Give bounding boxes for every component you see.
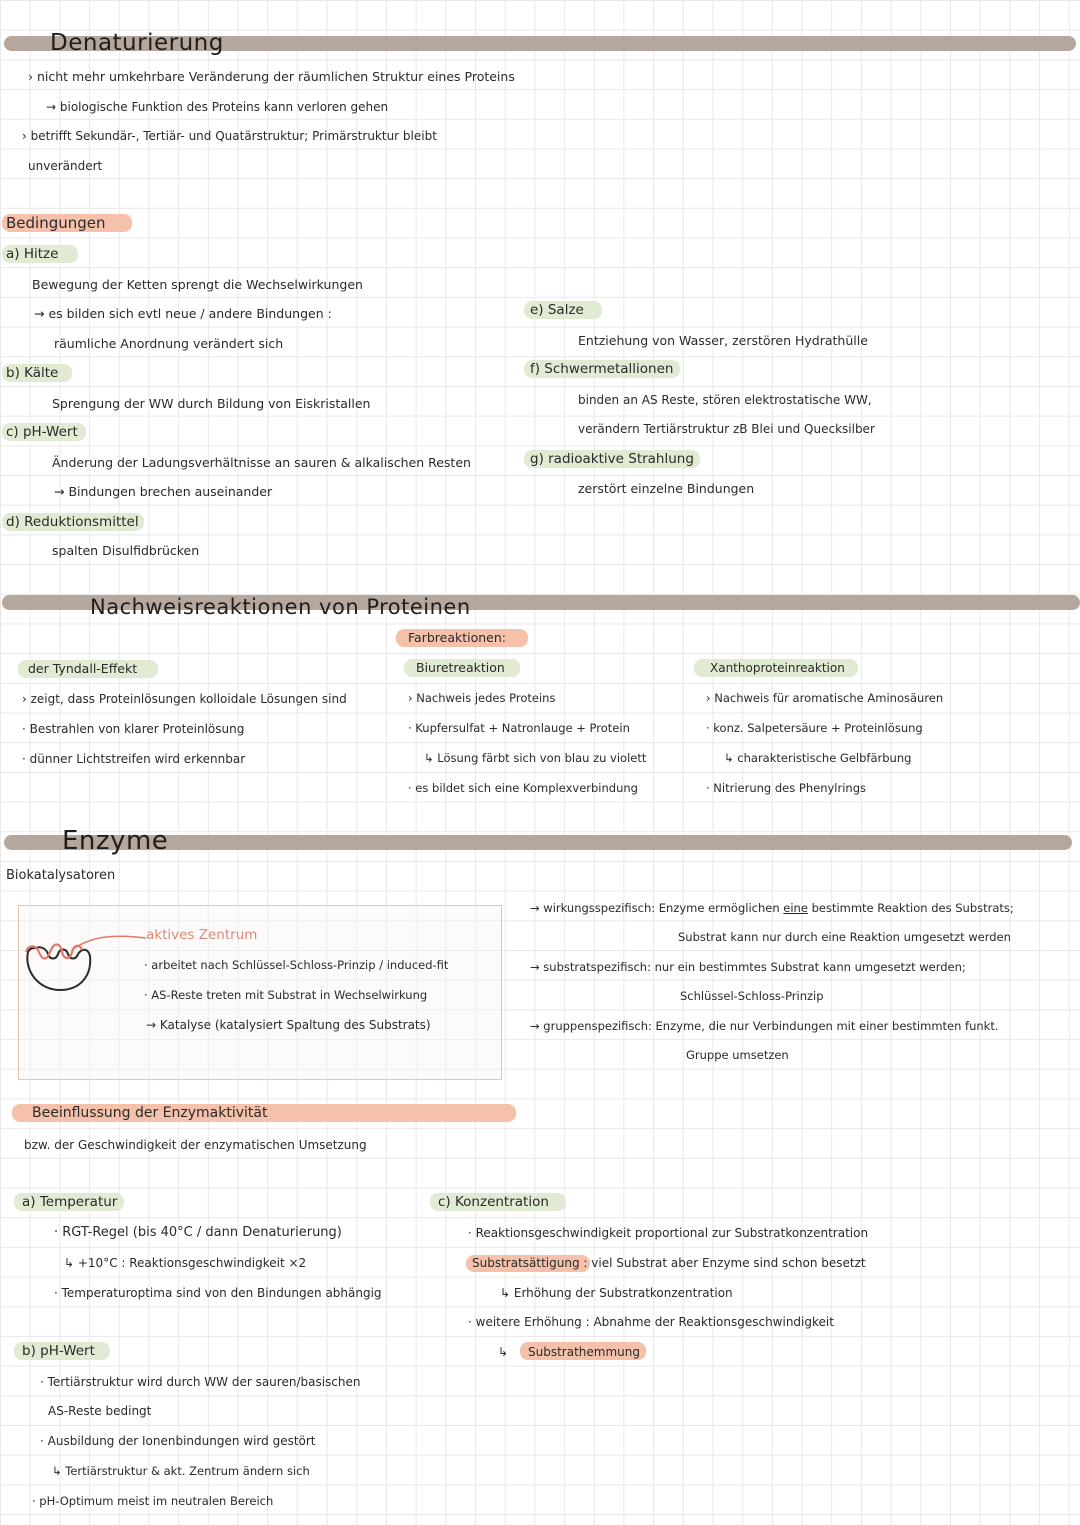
temperatur-line-1: · RGT-Regel (bis 40°C / dann Denaturierung) [54, 1225, 342, 1240]
denat-line-2: → biologische Funktion des Proteins kann verloren gehen [46, 100, 389, 114]
temperatur-label: a) Temperatur [22, 1194, 118, 1210]
substratsaettigung-term: Substratsättigung [472, 1256, 580, 1270]
salze-line-1: Entziehung von Wasser, zerstören Hydrathülle [578, 333, 868, 348]
farbreaktionen-label: Farbreaktionen: [408, 630, 506, 645]
kaelte-line-1: Sprengung der WW durch Bildung von Eiskristallen [52, 396, 371, 411]
xantho-line-1: › Nachweis für aromatische Aminosäuren [706, 691, 944, 705]
denat-line-1: › nicht mehr umkehrbare Veränderung der räumlichen Struktur eines Proteins [28, 69, 515, 84]
box-line-1: · arbeitet nach Schlüssel-Schloss-Prinzip / induced-fit [144, 958, 449, 972]
spezifitaet-2-cont: Schlüssel-Schloss-Prinzip [680, 989, 824, 1003]
wirkungsspezifisch-text-b: bestimmte Reaktion des Substrats; [807, 901, 1014, 915]
biuret-line-1: › Nachweis jedes Proteins [408, 691, 556, 705]
biuret-line-2: · Kupfersulfat + Natronlauge + Protein [408, 721, 630, 735]
ph-label: c) pH-Wert [6, 424, 78, 440]
beeinflussung-sub: bzw. der Geschwindigkeit der enzymatischen Umsetzung [24, 1138, 367, 1152]
hitze-line-2: → es bilden sich evtl neue / andere Bindungen : [34, 306, 332, 321]
substratsaettigung-text: : viel Substrat aber Enzyme sind schon besetzt [583, 1256, 866, 1270]
konzentration-label: c) Konzentration [438, 1194, 549, 1210]
hitze-label: a) Hitze [6, 246, 59, 262]
section-title-nachweis: Nachweisreaktionen von Proteinen [90, 595, 471, 619]
schwermetall-line-2: verändern Tertiärstruktur zB Blei und Quecksilber [578, 422, 875, 436]
xantho-line-4: · Nitrierung des Phenylrings [706, 781, 866, 795]
ph-wert-line-5: · pH-Optimum meist im neutralen Bereich [32, 1494, 274, 1508]
kaelte-label: b) Kälte [6, 365, 59, 381]
enzyme-sketch-icon [20, 926, 150, 996]
biuret-line-4: · es bildet sich eine Komplexverbindung [408, 781, 638, 795]
aktives-zentrum-label: aktives Zentrum [146, 927, 258, 943]
hitze-line-1: Bewegung der Ketten sprengt die Wechselwirkungen [32, 277, 363, 292]
temperatur-line-3: · Temperaturoptima sind von den Bindungen abhängig [54, 1286, 382, 1300]
spezifitaet-3-cont: Gruppe umsetzen [686, 1048, 789, 1062]
section-title-denaturierung: Denaturierung [50, 30, 224, 56]
substrathemmung-arrow: ↳ [498, 1345, 509, 1359]
radioaktiv-line-1: zerstört einzelne Bindungen [578, 481, 755, 496]
ph-wert-label: b) pH-Wert [22, 1343, 95, 1359]
spezifitaet-1-cont: Substrat kann nur durch eine Reaktion umgesetzt werden [678, 930, 1011, 944]
substrathemmung-label: Substrathemmung [528, 1345, 640, 1359]
wirkungsspezifisch-term: → wirkungsspezifisch [530, 901, 652, 915]
substratspezifisch-term: → substratspezifisch [530, 960, 648, 974]
bedingungen-heading: Bedingungen [6, 214, 106, 232]
tyndall-label: der Tyndall-Effekt [28, 661, 138, 676]
wirkungsspezifisch-text-a: : Enzyme ermöglichen [651, 901, 784, 915]
konzentration-line-2 [472, 1255, 866, 1271]
konzentration-line-3: ↳ Erhöhung der Substratkonzentration [500, 1286, 733, 1300]
konzentration-line-4: · weitere Erhöhung : Abnahme der Reaktionsgeschwindigkeit [468, 1315, 834, 1329]
beeinflussung-heading: Beeinflussung der Enzymaktivität [32, 1105, 268, 1121]
spezifitaet-1 [530, 900, 1014, 916]
reduktion-label: d) Reduktionsmittel [6, 514, 139, 530]
ph-wert-line-4: ↳ Tertiärstruktur & akt. Zentrum ändern sich [52, 1464, 310, 1478]
gruppenspezifisch-term: → gruppenspezifisch [530, 1019, 649, 1033]
xantho-line-3: ↳ charakteristische Gelbfärbung [724, 751, 912, 765]
reduktion-line-1: spalten Disulfidbrücken [52, 543, 200, 558]
biuret-label: Biuretreaktion [416, 660, 505, 675]
konzentration-line-1: · Reaktionsgeschwindigkeit proportional zur Substratkonzentration [468, 1226, 869, 1240]
xantho-label: Xanthoproteinreaktion [710, 661, 845, 675]
schwermetall-label: f) Schwermetallionen [530, 361, 674, 377]
hitze-line-3: räumliche Anordnung verändert sich [54, 336, 284, 351]
denat-line-3: › betrifft Sekundär-, Tertiär- und Quatärstruktur; Primärstruktur bleibt [22, 129, 437, 143]
ph-wert-line-2: AS-Reste bedingt [48, 1404, 152, 1418]
temperatur-line-2: ↳ +10°C : Reaktionsgeschwindigkeit ×2 [64, 1256, 307, 1270]
enzyme-subtitle: Biokatalysatoren [6, 868, 116, 883]
tyndall-line-1: › zeigt, dass Proteinlösungen kolloidale Lösungen sind [22, 692, 347, 706]
box-line-2: · AS-Reste treten mit Substrat in Wechselwirkung [144, 988, 428, 1002]
gruppenspezifisch-text: : Enzyme, die nur Verbindungen mit einer bestimmten funkt. [648, 1019, 999, 1033]
biuret-line-3: ↳ Lösung färbt sich von blau zu violett [424, 751, 647, 765]
spezifitaet-2 [530, 959, 966, 975]
section-title-enzyme: Enzyme [62, 826, 169, 856]
xantho-line-2: · konz. Salpetersäure + Proteinlösung [706, 721, 923, 735]
substratspezifisch-text: : nur ein bestimmtes Substrat kann umgesetzt werden; [647, 960, 966, 974]
ph-wert-line-1: · Tertiärstruktur wird durch WW der sauren/basischen [40, 1375, 361, 1389]
ph-line-2: → Bindungen brechen auseinander [54, 484, 273, 499]
ph-line-1: Änderung der Ladungsverhältnisse an sauren & alkalischen Resten [52, 455, 471, 470]
tyndall-line-3: · dünner Lichtstreifen wird erkennbar [22, 752, 246, 766]
tyndall-line-2: · Bestrahlen von klarer Proteinlösung [22, 722, 245, 736]
radioaktiv-label: g) radioaktive Strahlung [530, 451, 694, 467]
salze-label: e) Salze [530, 302, 584, 318]
spezifitaet-3 [530, 1018, 999, 1034]
wirkungsspezifisch-text-underline: eine [783, 901, 808, 915]
schwermetall-line-1: binden an AS Reste, stören elektrostatische WW, [578, 393, 872, 407]
ph-wert-line-3: · Ausbildung der Ionenbindungen wird gestört [40, 1434, 316, 1448]
denat-line-4: unverändert [28, 159, 103, 173]
box-line-3: → Katalyse (katalysiert Spaltung des Substrats) [146, 1018, 431, 1032]
